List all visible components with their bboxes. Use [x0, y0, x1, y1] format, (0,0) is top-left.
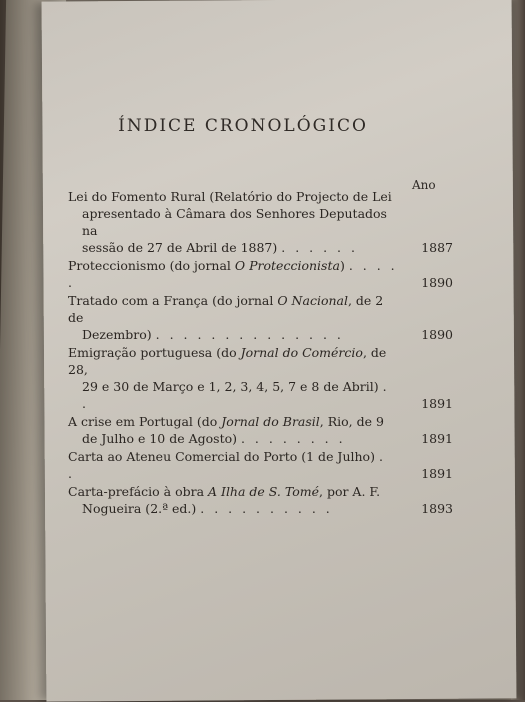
entry-text: Emigração portuguesa (do Jornal do Comércio, de 28,: [68, 345, 387, 377]
entry-year: 1890: [421, 275, 453, 290]
entry-text: Proteccionismo (do jornal O Proteccionista) . . . . .: [68, 258, 398, 290]
toc-entry-6: [68, 448, 453, 482]
leader-dots: . . . . . .: [281, 240, 358, 255]
entry-year: 1890: [421, 327, 453, 342]
entry-text: Carta ao Ateneu Comercial do Porto (1 de Julho) . .: [68, 449, 386, 481]
entry-text-continued: sessão de 27 de Abril de 1887) . . . . . .: [82, 240, 358, 255]
leader-dots: . . . . . . . . . .: [200, 501, 333, 516]
leader-dots: . .: [68, 449, 386, 481]
entry-year: 1887: [421, 240, 453, 255]
leader-dots: . .: [82, 379, 390, 411]
toc-entry-4: [68, 344, 453, 412]
leader-dots: . . . . . . . . . . . . . .: [155, 327, 344, 342]
entry-text: A crise em Portugal (do Jornal do Brasil, Rio, de 9: [68, 414, 384, 429]
toc-entry-5: [68, 413, 453, 447]
toc-entry-2: [68, 257, 453, 291]
entry-text-continued: de Julho e 10 de Agosto) . . . . . . . .: [82, 431, 346, 446]
toc-entry-3: [68, 292, 453, 343]
entry-year: 1891: [421, 466, 453, 481]
entry-year: 1893: [421, 501, 453, 516]
year-column-header: Ano: [412, 178, 436, 192]
page-title: ÍNDICE CRONOLÓGICO: [118, 116, 368, 136]
entry-year: 1891: [421, 431, 453, 446]
leader-dots: . . . . . . . .: [240, 431, 346, 446]
entry-text: Tratado com a França (do jornal O Nacional, de 2 de: [68, 293, 384, 325]
entry-text-continued: Nogueira (2.ª ed.) . . . . . . . . . .: [82, 501, 333, 516]
toc-entry-7: [68, 483, 453, 517]
toc-entry-1: [68, 188, 453, 256]
entry-year: 1891: [421, 396, 453, 411]
table-of-contents: [68, 188, 453, 518]
entry-text: Lei do Fomento Rural (Relatório do Projecto de Lei: [68, 189, 392, 204]
entry-text-continued: apresentado à Câmara dos Senhores Deputados na: [82, 206, 387, 238]
leader-dots: . . . . .: [68, 258, 398, 290]
entry-text-continued: 29 e 30 de Março e 1, 2, 3, 4, 5, 7 e 8 de Abril) . .: [82, 379, 390, 411]
entry-text: Carta-prefácio à obra A Ilha de S. Tomé, por A. F.: [68, 484, 381, 499]
entry-text-continued: Dezembro) . . . . . . . . . . . . . .: [82, 327, 344, 342]
